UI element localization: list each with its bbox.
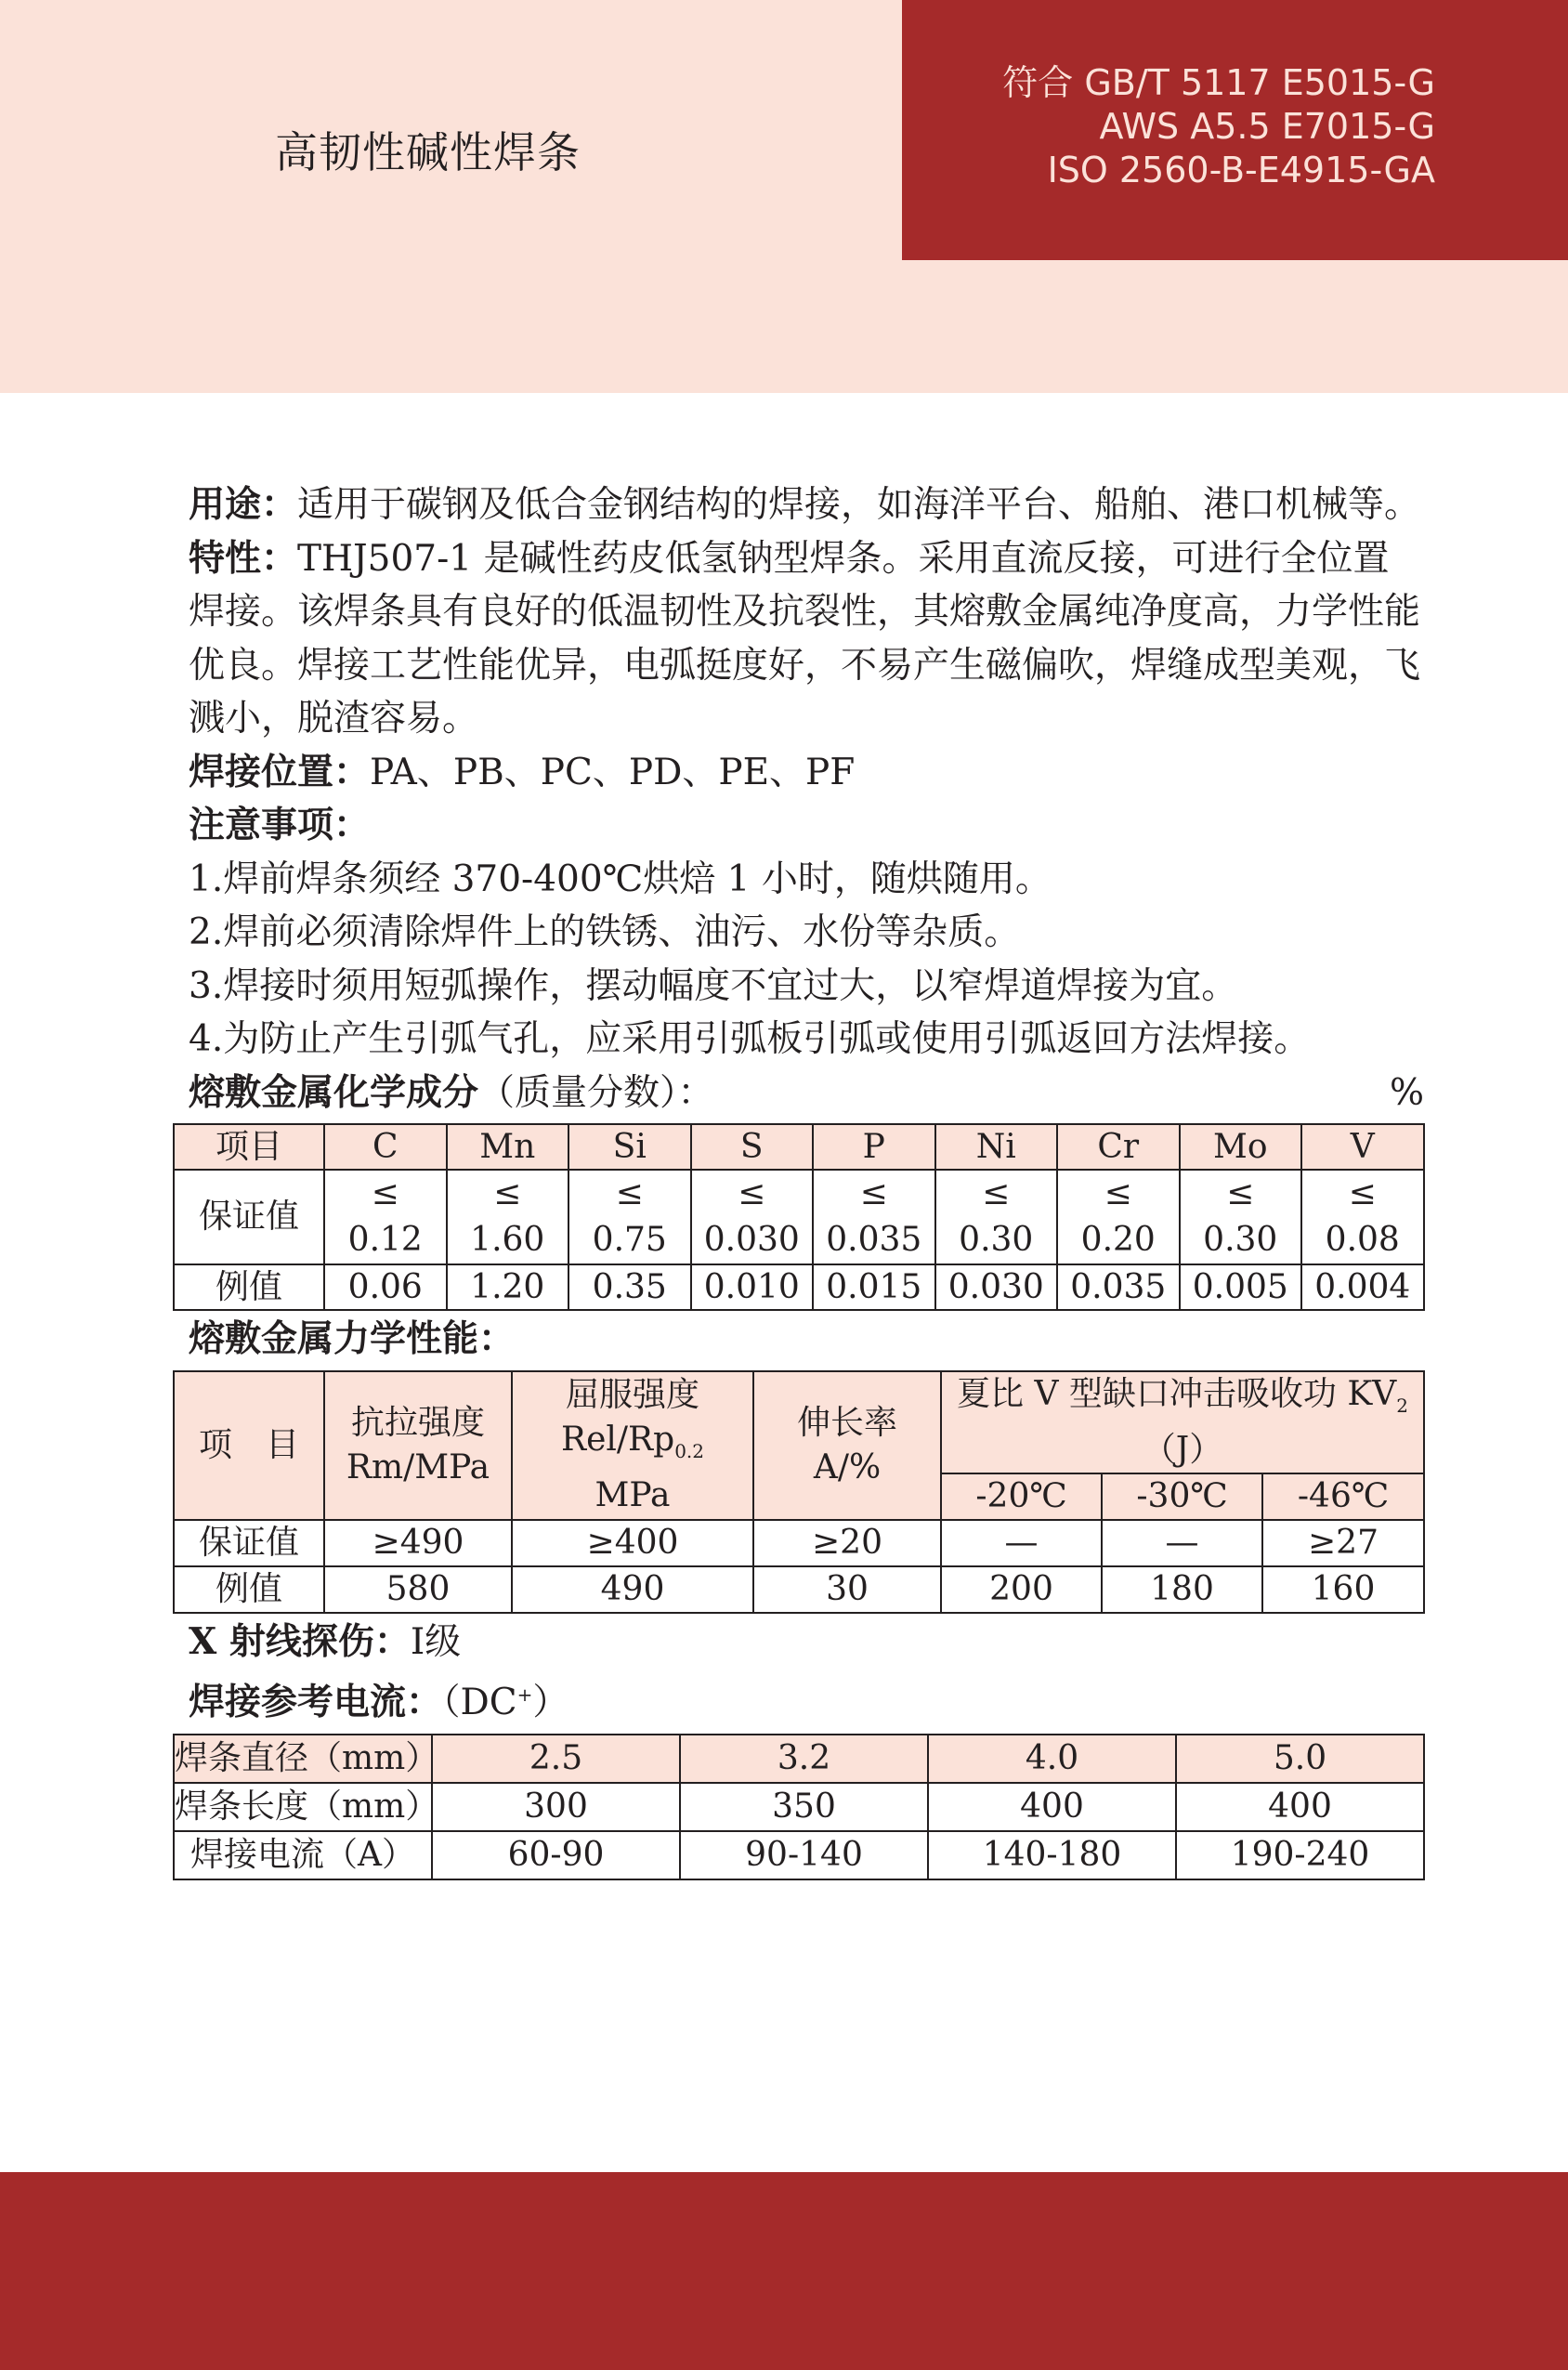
product-title: 高韧性碱性焊条	[275, 127, 581, 177]
standard-aws: AWS A5.5 E7015-G	[1099, 106, 1435, 147]
chem-h-mo: Mo	[1180, 1124, 1302, 1170]
current-label-length: 焊条长度（mm）	[174, 1783, 432, 1831]
mech-guarantee-row	[174, 1520, 1424, 1566]
notes-heading: 注意事项：	[189, 804, 371, 846]
chem-heading-paren: （质量分数）：	[478, 1071, 714, 1114]
chem-g-v: ≤ 0.08	[1301, 1170, 1424, 1264]
standards-list	[1002, 61, 1435, 192]
chem-g-mo: ≤ 0.30	[1180, 1170, 1302, 1264]
xray-value: Ⅰ级	[410, 1620, 462, 1663]
chem-g-ni: ≤ 0.30	[935, 1170, 1058, 1264]
mech-g-yield: ≥400	[512, 1520, 753, 1566]
current-dc-sup: +	[516, 1683, 533, 1707]
note-1: 1.焊前焊条须经 370-400℃烘焙 1 小时，随烘随用。	[189, 858, 1052, 900]
mech-h-temp-30: -30℃	[1102, 1473, 1262, 1520]
standards-box	[902, 0, 1568, 260]
current-d-4: 5.0	[1176, 1735, 1424, 1783]
current-a-2: 90-140	[680, 1831, 928, 1879]
standard-gb: 符合 GB/T 5117 E5015-G	[1002, 62, 1435, 103]
chem-unit: %	[1389, 1071, 1424, 1114]
usage-text: 适用于碳钢及低合金钢结构的焊接，如海洋平台、船舶、港口机械等。	[297, 484, 1421, 526]
chem-h-ni: Ni	[935, 1124, 1058, 1170]
mech-example-row	[174, 1566, 1424, 1613]
chem-h-p: P	[813, 1124, 935, 1170]
current-heading	[189, 1669, 1424, 1730]
chem-g-c: ≤ 0.12	[324, 1170, 447, 1264]
mech-e-tensile: 580	[324, 1566, 512, 1613]
chem-e-s: 0.010	[691, 1264, 814, 1310]
chem-h-c: C	[324, 1124, 447, 1170]
features-text: THJ507-1 是碱性药皮低氢钠型焊条。采用直流反接，可进行全位置焊接。该焊条具有良好的低温韧性及抗裂性，其熔敷金属纯净度高，力学性能优良。焊接工艺性能优异，电弧挺度好，不易产生磁偏吹，焊缝成型美观，飞溅小，脱渣容易。	[189, 537, 1421, 740]
current-l-4: 400	[1176, 1783, 1424, 1831]
chem-heading	[189, 1067, 1424, 1120]
current-l-1: 300	[432, 1783, 680, 1831]
features-label: 特性：	[189, 536, 298, 580]
footer-band	[0, 2172, 1568, 2370]
mech-e-temp-30: 180	[1102, 1566, 1262, 1613]
current-table	[173, 1734, 1425, 1880]
current-a-3: 140-180	[928, 1831, 1176, 1879]
current-row-length	[174, 1783, 1424, 1831]
standard-iso: ISO 2560-B-E4915-GA	[1047, 150, 1435, 190]
chem-e-p: 0.015	[813, 1264, 935, 1310]
chem-e-v: 0.004	[1301, 1264, 1424, 1310]
mech-e-temp-46: 160	[1262, 1566, 1424, 1613]
current-l-3: 400	[928, 1783, 1176, 1831]
chem-guarantee-label: 保证值	[174, 1170, 324, 1264]
mech-h-impact: 夏比 V 型缺口冲击吸收功 $KV_2$ （J）	[941, 1371, 1424, 1473]
chem-h-cr: Cr	[1057, 1124, 1180, 1170]
current-heading-text: 焊接参考电流：	[189, 1681, 443, 1724]
mech-header-row-1	[174, 1371, 1424, 1473]
current-l-2: 350	[680, 1783, 928, 1831]
usage-label: 用途：	[189, 483, 298, 526]
current-a-1: 60-90	[432, 1831, 680, 1879]
chem-table	[173, 1123, 1425, 1311]
current-label-current: 焊接电流（A）	[174, 1831, 432, 1879]
chem-h-si: Si	[568, 1124, 691, 1170]
mech-h-temp-46: -46℃	[1262, 1473, 1424, 1520]
chem-h-v: V	[1301, 1124, 1424, 1170]
mech-h-temp-20: -20℃	[941, 1473, 1102, 1520]
note-4: 4.为防止产生引弧气孔，应采用引弧板引弧或使用引弧返回方法焊接。	[189, 1018, 1311, 1060]
xray-paragraph	[189, 1616, 1424, 1669]
features-paragraph	[189, 532, 1424, 746]
current-row-diameter	[174, 1735, 1424, 1783]
mech-heading: 熔敷金属力学性能：	[189, 1317, 516, 1360]
mech-g-temp-30: —	[1102, 1520, 1262, 1566]
position-label: 焊接位置：	[189, 750, 371, 793]
mech-g-tensile: ≥490	[324, 1520, 512, 1566]
mech-g-temp-46: ≥27	[1262, 1520, 1424, 1566]
position-text: PA、PB、PC、PD、PE、PF	[370, 751, 856, 793]
mech-g-temp-20: —	[941, 1520, 1102, 1566]
chem-g-p: ≤ 0.035	[813, 1170, 935, 1264]
current-label-diameter: 焊条直径（mm）	[174, 1735, 432, 1783]
current-d-2: 3.2	[680, 1735, 928, 1783]
current-row-current	[174, 1831, 1424, 1879]
content	[175, 478, 1424, 1880]
current-d-1: 2.5	[432, 1735, 680, 1783]
xray-label: X 射线探伤：	[189, 1619, 411, 1663]
current-dc-close: ）	[532, 1682, 569, 1724]
chem-example-row	[174, 1264, 1424, 1310]
chem-g-mn: ≤ 1.60	[447, 1170, 569, 1264]
note-2: 2.焊前必须清除焊件上的铁锈、油污、水份等杂质。	[189, 911, 1021, 953]
mech-h-yield: 屈服强度 Rel/$Rp_{0.2}$ MPa	[512, 1371, 753, 1520]
chem-guarantee-row	[174, 1170, 1424, 1264]
current-dc: （DC	[442, 1682, 517, 1724]
current-d-3: 4.0	[928, 1735, 1176, 1783]
mech-h-tensile: 抗拉强度 Rm/MPa	[324, 1371, 512, 1520]
chem-e-c: 0.06	[324, 1264, 447, 1310]
position-paragraph	[189, 746, 1424, 800]
mech-e-elong: 30	[753, 1566, 941, 1613]
mech-g-elong: ≥20	[753, 1520, 941, 1566]
mech-e-temp-20: 200	[941, 1566, 1102, 1613]
current-a-4: 190-240	[1176, 1831, 1424, 1879]
chem-example-label: 例值	[174, 1264, 324, 1310]
chem-e-mo: 0.005	[1180, 1264, 1302, 1310]
usage-paragraph	[189, 478, 1424, 532]
mech-e-yield: 490	[512, 1566, 753, 1613]
mech-h-item: 项 目	[174, 1371, 324, 1520]
chem-g-si: ≤ 0.75	[568, 1170, 691, 1264]
note-3: 3.焊接时须用短弧操作，摆动幅度不宜过大，以窄焊道焊接为宜。	[189, 964, 1238, 1007]
chem-e-ni: 0.030	[935, 1264, 1058, 1310]
mech-h-elong: 伸长率 A/%	[753, 1371, 941, 1520]
chem-heading-text: 熔敷金属化学成分	[189, 1070, 479, 1114]
chem-h-item: 项目	[174, 1124, 324, 1170]
mech-guarantee-label: 保证值	[174, 1520, 324, 1566]
chem-h-s: S	[691, 1124, 814, 1170]
chem-header-row	[174, 1124, 1424, 1170]
chem-h-mn: Mn	[447, 1124, 569, 1170]
chem-g-s: ≤ 0.030	[691, 1170, 814, 1264]
chem-e-mn: 1.20	[447, 1264, 569, 1310]
mech-table	[173, 1370, 1425, 1614]
chem-e-cr: 0.035	[1057, 1264, 1180, 1310]
chem-e-si: 0.35	[568, 1264, 691, 1310]
chem-g-cr: ≤ 0.20	[1057, 1170, 1180, 1264]
mech-example-label: 例值	[174, 1566, 324, 1613]
